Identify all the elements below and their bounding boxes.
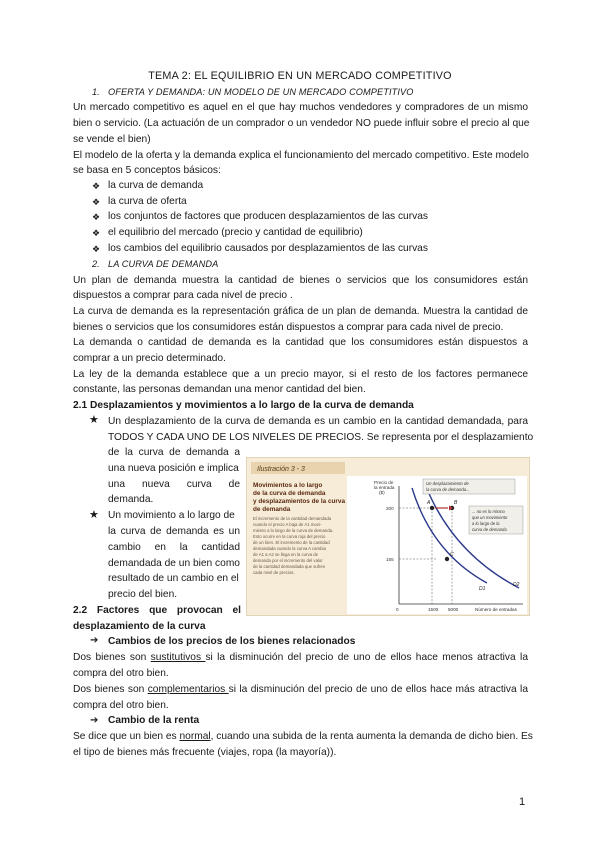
paragraph-line: Un desplazamiento de la curva de demanda es un cambio en la cantidad demandada, para: [108, 416, 528, 427]
paragraph-line: precio del bien.: [108, 589, 178, 600]
y-tick-label: 155: [386, 557, 394, 562]
figure-heading-line: y desplazamientos de la curva: [253, 498, 345, 505]
figure-caption-line: miento a lo largo de la curva de demanda.: [253, 528, 334, 533]
paragraph-line: una nueva posición e implica: [108, 463, 239, 474]
star-bullet-icon: ★: [89, 509, 99, 521]
paragraph-line: cambio en la cantidad: [108, 542, 240, 553]
section-2-number: 2.: [92, 259, 100, 269]
section-1-number: 1.: [92, 87, 100, 97]
figure-caption-line: El incremento de la cantidad demandada: [253, 516, 332, 521]
arrow-right-icon: ➔: [90, 715, 99, 726]
paragraph-line: compra del otro bien.: [73, 668, 169, 679]
paragraph-line: resultado de un cambio en el: [108, 573, 239, 584]
note-line: ... no es lo mismo: [472, 509, 505, 514]
paragraph-line: La demanda o cantidad de demanda es la cantidad que los consumidores están dispuestos a: [73, 337, 528, 348]
figure-caption-line: de A1 a A2 se llega en la curva de: [253, 552, 318, 557]
term-complementarios: complementarios: [147, 684, 229, 695]
y-axis-label: Precio de: [374, 480, 394, 485]
point-a: [430, 506, 434, 510]
figure-heading-line: de la curva de demanda: [253, 490, 326, 497]
term-sustitutivos: sustitutivos: [150, 652, 206, 663]
note-line: la curva de demanda...: [426, 487, 470, 492]
list-item: la curva de oferta: [108, 196, 187, 207]
list-item: la curva de demanda: [108, 180, 204, 191]
note-line: a lo largo de la: [472, 521, 500, 526]
figure-caption-line: demanda por el incremento del valor: [253, 558, 323, 563]
text-fragment: si la disminución del precio de uno de ellos hace más atractiva la: [228, 684, 528, 695]
x-axis-label: Número de entradas: [475, 607, 517, 612]
y-axis-label: ($): [379, 490, 385, 495]
curve-label: D1: [479, 586, 486, 592]
figure-caption-line: de un bien. El incremento de la cantidad: [253, 540, 330, 545]
income-heading: Cambio de la renta: [108, 715, 200, 726]
paragraph-line: [73, 650, 528, 666]
paragraph-line: Un mercado competitivo es aquel en el que hay muchos vendedores y compradores de un mismo: [73, 102, 528, 113]
x-tick-label: 1500: [428, 607, 439, 612]
related-goods-heading: Cambios de los precios de los bienes relacionados: [108, 636, 356, 647]
paragraph-line: El modelo de la oferta y la demanda explica el funcionamiento del mercado competitivo. Este modelo: [73, 150, 529, 161]
diamond-bullet-icon: ❖: [92, 197, 101, 207]
demand-curve-figure: [246, 457, 530, 616]
paragraph-line: demandada de un bien como: [108, 558, 240, 569]
arrow-right-icon: ➔: [90, 635, 99, 646]
list-item: el equilibrio del mercado (precio y cantidad de equilibrio): [108, 227, 363, 238]
term-normal: normal: [179, 731, 211, 742]
section-1-title: OFERTA Y DEMANDA: UN MODELO DE UN MERCADO COMPETITIVO: [108, 87, 414, 97]
point-c: [445, 557, 449, 561]
figure-tag: Ilustración 3 - 3: [257, 466, 305, 473]
text-fragment: Se dice que un bien es: [73, 731, 180, 742]
paragraph-line: se basa en 5 conceptos básicos:: [73, 165, 221, 176]
point-label: B: [454, 500, 458, 506]
list-item: los cambios del equilibrio causados por desplazamientos de las curvas: [108, 243, 428, 254]
figure-heading-line: de demanda: [253, 506, 291, 513]
list-item: los conjuntos de factores que producen desplazamientos de las curvas: [108, 211, 428, 222]
figure-graphic: [247, 458, 529, 615]
paragraph-line: La ley de la demanda establece que a un precio mayor, si el resto de los factores permanece: [73, 369, 528, 380]
y-tick-label: 200: [386, 506, 394, 511]
paragraph-line: una nueva curva de: [108, 479, 240, 490]
paragraph-line: el tipo de bienes más frecuente (viajes, ropa (la mayoría)).: [73, 747, 337, 758]
paragraph-line: constante, las personas demandan una menor cantidad del bien.: [73, 384, 366, 395]
paragraph-line: de la curva de demanda a: [108, 447, 240, 458]
curve-label: D2: [513, 582, 520, 588]
figure-caption-line: de la cantidad demandada que sufren: [253, 564, 326, 569]
figure-caption-line: cuando el precio A baja de A1 movi-: [253, 522, 322, 527]
x-tick-label: 0: [396, 607, 399, 612]
text-fragment: , cuando una subida de la renta aumenta la demanda de dicho bien. Es: [210, 731, 533, 742]
figure-heading-line: Movimientos a lo largo: [253, 482, 323, 489]
paragraph-line: bien o servicio. (La actuación de un comprador o un vendedor NO puede influir sobre el precio al que: [73, 118, 530, 129]
figure-caption-line: Esto ocurre en la curva roja del precio: [253, 534, 326, 539]
diamond-bullet-icon: ❖: [92, 212, 101, 222]
diamond-bullet-icon: ❖: [92, 181, 101, 191]
point-label: A: [427, 500, 431, 506]
point-label: C: [450, 552, 454, 558]
text-fragment: si la disminución del precio de uno de ellos hace menos atractiva la: [205, 652, 528, 663]
note-line: curva de demanda: [472, 527, 507, 532]
paragraph-line: comprar a un precio determinado.: [73, 353, 226, 364]
y-axis-label: la entrada: [374, 485, 395, 490]
paragraph-line: La curva de demanda es la representación gráfica de un plan de demanda. Muestra la cantidad de: [73, 306, 528, 317]
paragraph-line: Un movimiento a lo largo de: [108, 510, 235, 521]
paragraph-line: TODOS Y CADA UNO DE LOS NIVELES DE PRECIOS. Se representa por el desplazamiento: [108, 432, 534, 443]
subsection-2-1-heading: 2.1 Desplazamientos y movimientos a lo largo de la curva de demanda: [73, 400, 414, 411]
x-tick-label: 5000: [448, 607, 459, 612]
paragraph-line: [73, 729, 533, 745]
subsection-2-2-heading: 2.2 Factores que provocan el: [73, 605, 241, 616]
paragraph-line: la curva de demanda es un: [108, 526, 240, 537]
paragraph-line: se vende el bien): [73, 134, 151, 145]
paragraph-line: bienes o servicios que los consumidores están dispuestos a comprar para cada nivel de precio.: [73, 322, 504, 333]
star-bullet-icon: ★: [89, 414, 99, 426]
text-fragment: Dos bienes son: [73, 684, 148, 695]
figure-caption-line: demandada cuando la curva A cambia: [253, 546, 326, 551]
plot-area: [347, 476, 527, 614]
subsection-2-2-heading: desplazamiento de la curva: [73, 621, 206, 632]
page-title: TEMA 2: EL EQUILIBRIO EN UN MERCADO COMPETITIVO: [148, 70, 452, 82]
text-fragment: Dos bienes son: [73, 652, 151, 663]
diamond-bullet-icon: ❖: [92, 228, 101, 238]
paragraph-line: Un plan de demanda muestra la cantidad de bienes o servicios que los consumidores están: [73, 275, 528, 286]
paragraph-line: demanda.: [108, 494, 154, 505]
paragraph-line: [73, 682, 528, 698]
note-line: que un movimiento: [472, 515, 508, 520]
diamond-bullet-icon: ❖: [92, 244, 101, 254]
note-line: Un desplazamiento de: [426, 481, 469, 486]
paragraph-line: dispuestos a comprar para cada nivel de precio .: [73, 290, 293, 301]
section-2-title: LA CURVA DE DEMANDA: [108, 259, 219, 269]
page-number: 1: [519, 796, 526, 808]
paragraph-line: compra del otro bien.: [73, 700, 169, 711]
figure-caption-line: cada nivel de precios.: [253, 570, 295, 575]
